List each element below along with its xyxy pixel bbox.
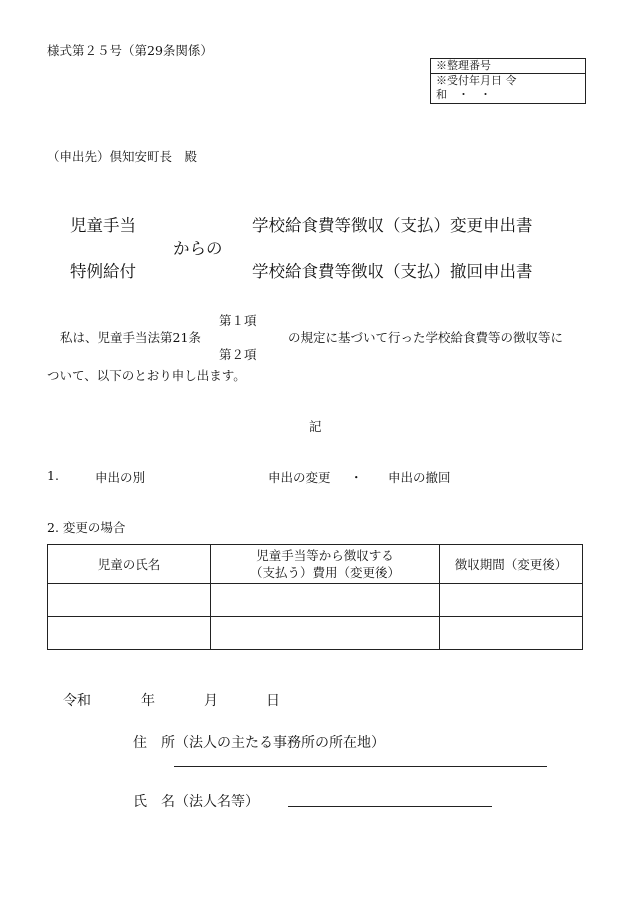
fee-cell[interactable] — [211, 584, 440, 617]
title-withdraw-request: 学校給食費等徴収（支払）撤回申出書 — [252, 262, 533, 281]
date-day: 日 — [266, 693, 280, 709]
address-signature-line[interactable] — [174, 766, 547, 767]
form-number: 様式第２５号（第29条関係） — [47, 43, 213, 58]
table-header-row — [48, 545, 583, 584]
name-label: 氏 名（法人名等） — [133, 794, 259, 810]
option-change: 申出の変更 — [268, 470, 331, 485]
option-separator: ・ — [350, 470, 363, 485]
ki-note-heading: 記 — [309, 419, 322, 434]
child-name-cell[interactable] — [48, 617, 211, 650]
clause-paragraph-1: 第１項 — [219, 313, 257, 328]
item1-label: 申出の別 — [95, 470, 146, 485]
title-child-allowance: 児童手当 — [70, 216, 136, 235]
title-kara-no: からの — [173, 239, 223, 258]
receipt-date-value: 和 ・ ・ — [436, 88, 491, 101]
title-special-benefit: 特例給付 — [70, 262, 136, 281]
clause-paragraph-2: 第２項 — [219, 347, 257, 362]
address-label: 住 所（法人の主たる事務所の所在地） — [133, 735, 385, 751]
office-use-box — [430, 58, 586, 104]
table-row — [48, 584, 583, 617]
child-name-cell[interactable] — [48, 584, 211, 617]
period-cell[interactable] — [440, 617, 583, 650]
table-row — [48, 617, 583, 650]
date-month: 月 — [204, 693, 218, 709]
header-fee-line2: （支払う）費用（変更後） — [249, 565, 400, 580]
change-table — [47, 544, 583, 650]
header-period: 徴収期間（変更後） — [440, 545, 583, 584]
reference-number-label: ※整理番号 — [431, 59, 585, 74]
option-withdraw: 申出の撤回 — [388, 470, 451, 485]
header-child-name: 児童の氏名 — [48, 545, 211, 584]
name-signature-line[interactable] — [288, 806, 492, 807]
receipt-date-label: ※受付年月日 令 — [436, 74, 517, 87]
item2-heading: 2. 変更の場合 — [47, 520, 126, 535]
addressee: （申出先）倶知安町長 殿 — [47, 149, 198, 164]
period-cell[interactable] — [440, 584, 583, 617]
fee-cell[interactable] — [211, 617, 440, 650]
header-fee-line1: 児童手当等から徴収する — [256, 548, 394, 563]
body-line1-start: 私は、児童手当法第21条 — [60, 330, 201, 345]
title-change-request: 学校給食費等徴収（支払）変更申出書 — [252, 216, 533, 235]
header-fee — [211, 545, 440, 584]
date-era: 令和 — [63, 693, 91, 709]
body-line2: ついて、以下のとおり申し出ます。 — [47, 368, 246, 383]
item1-number: 1. — [47, 468, 59, 483]
body-line1-end: の規定に基づいて行った学校給食費等の徴収等に — [288, 330, 564, 345]
date-year: 年 — [141, 693, 155, 709]
